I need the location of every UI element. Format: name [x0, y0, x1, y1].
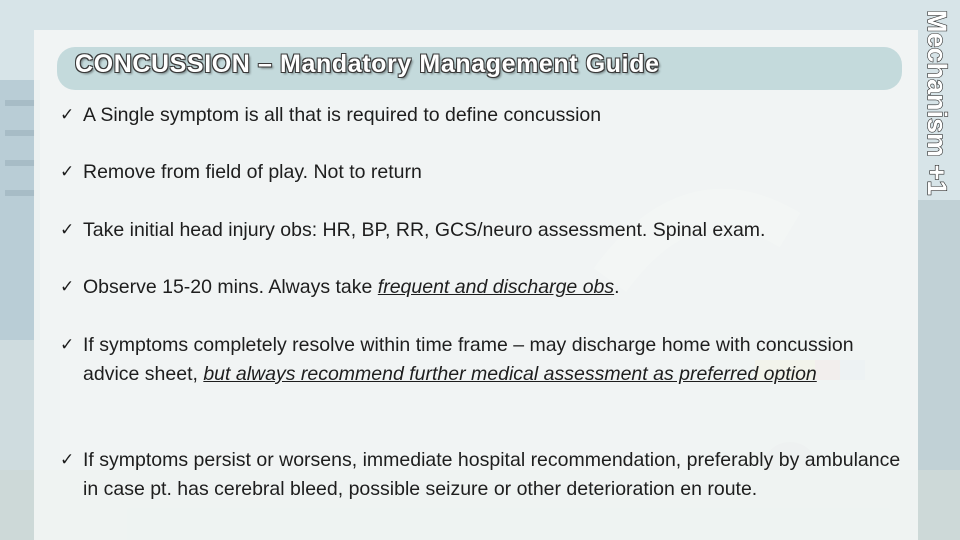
bullet-text: If symptoms completely resolve within time frame – may discharge home with concussion advice sheet, but always recommend further medical assessment as preferred option: [83, 334, 854, 385]
check-icon: ✓: [60, 335, 75, 355]
bullet-text: Remove from field of play. Not to return: [83, 161, 422, 183]
check-icon: ✓: [60, 162, 75, 182]
emphasis-text: but always recommend further medical assessment as preferred option: [203, 363, 817, 385]
bullet-text: A Single symptom is all that is required to define concussion: [83, 104, 602, 126]
list-item: [60, 216, 910, 245]
emphasis-text: frequent and discharge obs: [377, 276, 615, 298]
list-item: [60, 331, 910, 389]
side-label: [918, 8, 958, 223]
list-item: [60, 101, 910, 130]
list-item: [60, 446, 910, 504]
list-item: [60, 158, 910, 187]
check-icon: ✓: [60, 220, 75, 240]
bullet-text: If symptoms persist or worsens, immediate hospital recommendation, preferably by ambulance in case pt. has cerebral bleed, possible seizure or other deterioration en route.: [83, 449, 901, 500]
list-item: [60, 273, 910, 302]
check-icon: ✓: [60, 450, 75, 470]
check-icon: ✓: [60, 105, 75, 125]
bullet-text: Take initial head injury obs: HR, BP, RR, GCS/neuro assessment. Spinal exam.: [83, 219, 766, 241]
slide-title: CONCUSSION – Mandatory Management Guide: [75, 50, 660, 78]
check-icon: ✓: [60, 277, 75, 297]
bullet-text: Observe 15-20 mins. Always take frequent and discharge obs.: [83, 276, 620, 298]
side-label-text: Mechanism +1: [922, 10, 952, 196]
